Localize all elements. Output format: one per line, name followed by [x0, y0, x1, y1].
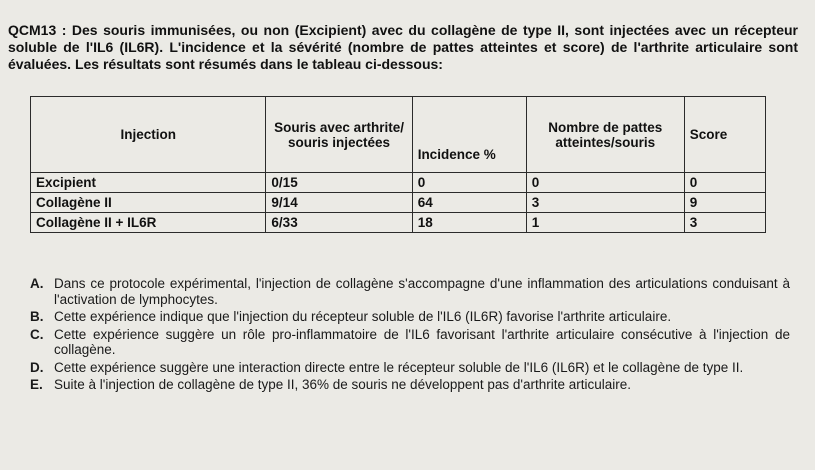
option-text: Cette expérience indique que l'injection du récepteur soluble de l'IL6 (IL6R) favorise l'arthrite articulaire.: [54, 309, 672, 324]
option-text: Suite à l'injection de collagène de type II, 36% de souris ne développent pas d'arthrite articulaire.: [54, 377, 632, 392]
option-letter: A.: [30, 276, 44, 291]
cell-ratio: 0/15: [266, 173, 412, 193]
option-letter: E.: [30, 377, 43, 392]
cell-incidence: 64: [412, 193, 526, 213]
header-mice-ratio: Souris avec arthrite/ souris injectées: [266, 97, 412, 173]
cell-injection: Collagène II + IL6R: [31, 213, 266, 233]
results-table: [30, 96, 766, 233]
table-row: [31, 193, 766, 213]
cell-ratio: 6/33: [266, 213, 412, 233]
option-a[interactable]: [30, 276, 790, 307]
option-letter: D.: [30, 359, 44, 375]
header-incidence: Incidence %: [412, 97, 526, 173]
option-text: Dans ce protocole expérimental, l'injection de collagène s'accompagne d'une inflammation des articulations conduisant à l'activation de lymphocytes.: [54, 276, 790, 307]
cell-incidence: 18: [412, 213, 526, 233]
cell-injection: Collagène II: [31, 193, 266, 213]
option-text: Cette expérience suggère une interaction directe entre le récepteur soluble de l'IL6 (IL6R) et le collagène de type II.: [54, 359, 744, 375]
header-paws: Nombre de pattes atteintes/souris: [526, 97, 684, 173]
option-d[interactable]: [30, 360, 790, 376]
table-row: [31, 173, 766, 193]
cell-score: 9: [684, 193, 765, 213]
option-letter: C.: [30, 326, 44, 342]
question-text: QCM13 : Des souris immunisées, ou non (Excipient) avec du collagène de type II, sont injectées avec un récepteur soluble de l'IL6 (IL6R). L'incidence et la sévérité (nombre de pattes atteintes et score) de l'arthrite articulaire sont évaluées. Les résultats sont résumés dans le tableau ci-dessous:: [8, 22, 798, 72]
header-injection: Injection: [31, 97, 266, 173]
option-letter: B.: [30, 309, 44, 324]
cell-injection: Excipient: [31, 173, 266, 193]
cell-incidence: 0: [412, 173, 526, 193]
option-b[interactable]: [30, 309, 790, 325]
table-header-row: [31, 97, 766, 173]
header-score: Score: [684, 97, 765, 173]
table-row: [31, 213, 766, 233]
answer-options: [30, 276, 790, 395]
cell-paws: 0: [526, 173, 684, 193]
cell-score: 0: [684, 173, 765, 193]
cell-score: 3: [684, 213, 765, 233]
option-e[interactable]: [30, 377, 790, 393]
cell-paws: 3: [526, 193, 684, 213]
cell-paws: 1: [526, 213, 684, 233]
option-c[interactable]: [30, 327, 790, 358]
cell-ratio: 9/14: [266, 193, 412, 213]
option-text: Cette expérience suggère un rôle pro-inflammatoire de l'IL6 favorisant l'arthrite articulaire consécutive à l'injection de collagène.: [54, 326, 790, 357]
